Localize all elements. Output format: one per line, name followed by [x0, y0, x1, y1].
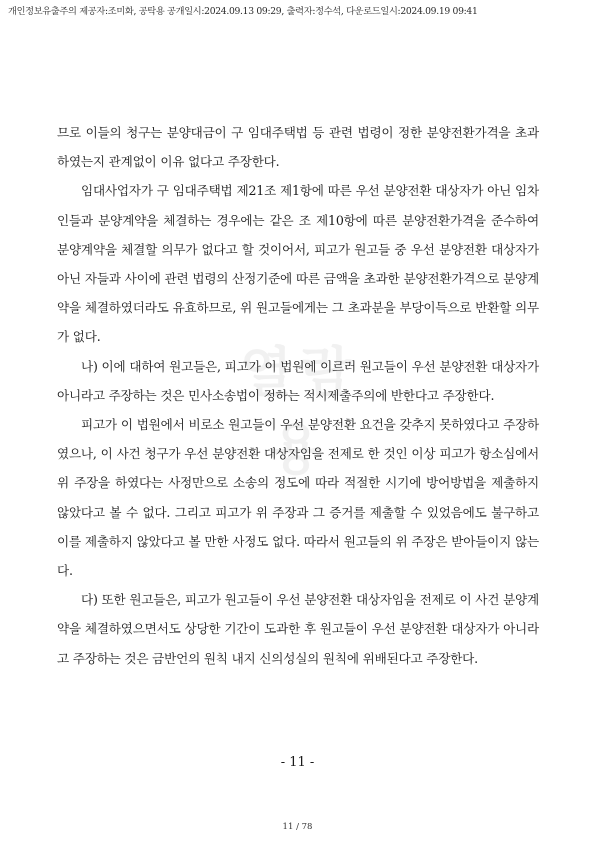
page-footer: 11 / 78 [282, 822, 313, 832]
body-paragraph: 나) 이에 대하여 원고들은, 피고가 이 법원에 이르러 원고들이 우선 분양전환 대상자가 아니라고 주장하는 것은 민사소송법이 정하는 적시제출주의에 반한다고 주장한다. [57, 358, 539, 403]
body-paragraph: 다) 또한 원고들은, 피고가 원고들이 우선 분양전환 대상자임을 전제로 이 사건 분양계약을 체결하였으면서도 상당한 기간이 도과한 후 원고들이 우선 분양전환 대상자가 아니라고 주장하는 것은 금반언의 원칙 내지 신의성실의 원칙에 위배된다고 주장한다. [57, 592, 539, 666]
body-paragraph: 임대사업자가 구 임대주택법 제21조 제1항에 따른 우선 분양전환 대상자가 아닌 임차인들과 분양계약을 체결하는 경우에는 같은 조 제10항에 따른 분양전환가격을 준수하여 분양계약을 체결할 의무가 없다고 할 것이어서, 피고가 원고들 중 우선 분양전환 대상자가 아닌 자들과 사이에 관련 법령의 산정기준에 따른 금액을 초과한 분양전환가격으로 분양계약을 체결하였더라도 유효하므로, 위 원고들에게는 그 초과분을 부당이득으로 반환할 의무가 없다. [57, 183, 539, 345]
document-body [57, 118, 539, 673]
body-paragraph: 므로 이들의 청구는 분양대금이 구 임대주택법 등 관련 법령이 정한 분양전환가격을 초과하였는지 관계없이 이유 없다고 주장한다. [57, 125, 539, 170]
watermark-stamp: 열람용 [239, 340, 361, 481]
page-number: - 11 - [280, 755, 315, 770]
document-header: 개인정보유출주의 제공자:조미화, 공탁용 공개일시:2024.09.13 09:29, 출력자:정수석, 다운로드일시:2024.09.19 09:41 [8, 6, 478, 17]
body-paragraph: 피고가 이 법원에서 비로소 원고들이 우선 분양전환 요건을 갖추지 못하였다고 주장하였으나, 이 사건 청구가 우선 분양전환 대상자임을 전제로 한 것인 이상 피고가 항소심에서 위 주장을 하였다는 사정만으로 소송의 정도에 따라 적절한 시기에 방어방법을 제출하지 않았다고 볼 수 없다. 그리고 피고가 위 주장과 그 증거를 제출할 수 있었음에도 불구하고 이를 제출하지 않았다고 볼 만한 사정도 없다. 따라서 원고들의 위 주장은 받아들이지 않는다. [57, 417, 539, 579]
